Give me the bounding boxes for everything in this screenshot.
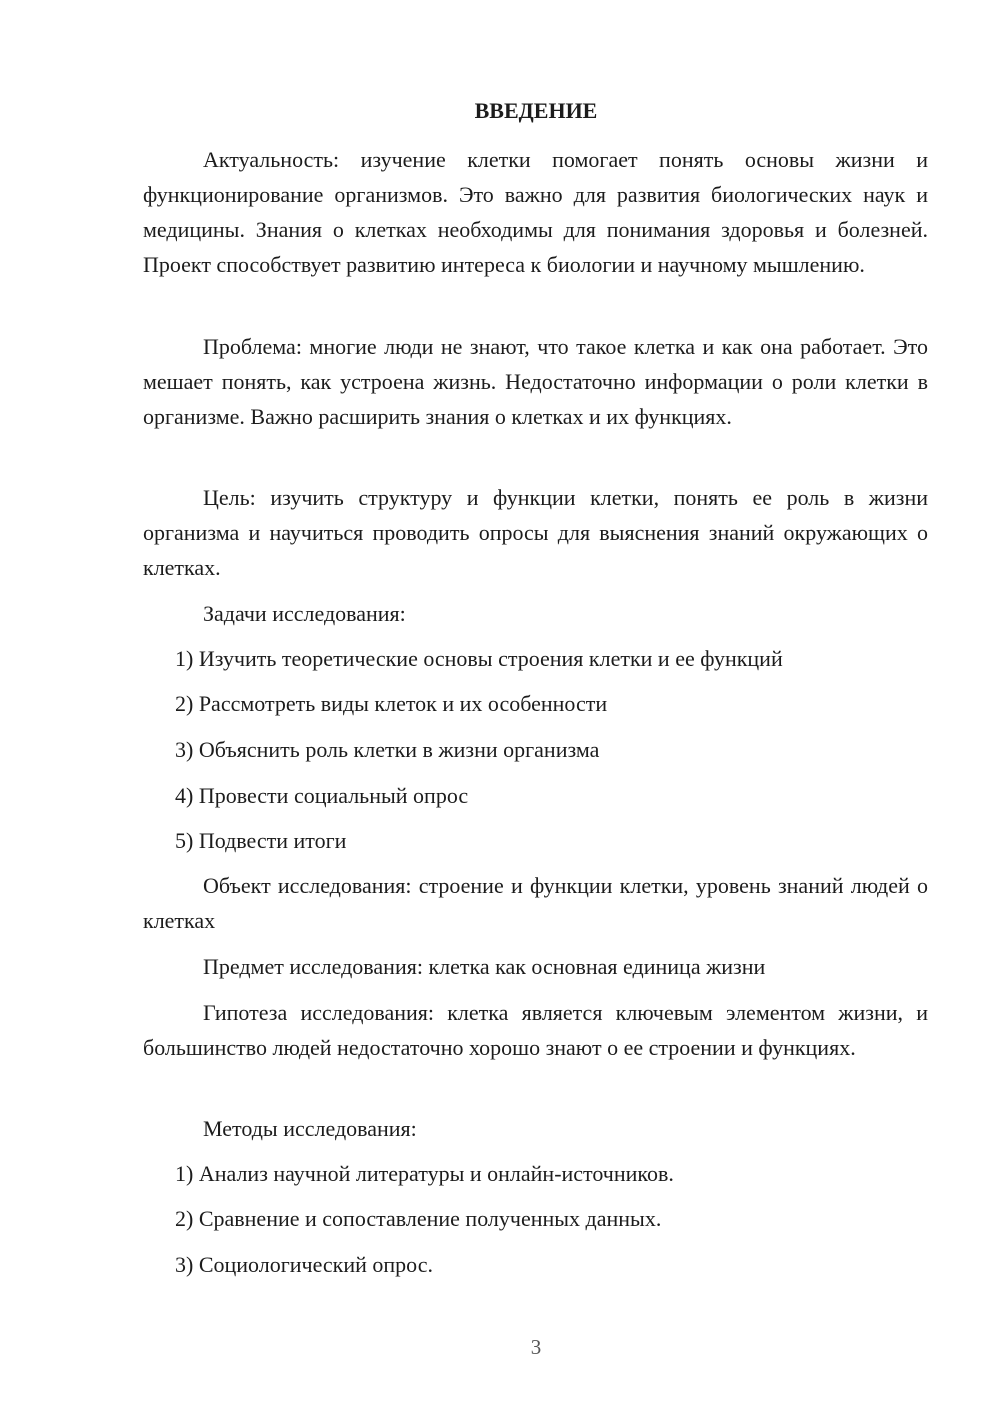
task-item: 5) Подвести итоги: [175, 828, 347, 853]
page-number: 3: [530, 1335, 542, 1359]
tasks-heading: Задачи исследования:: [203, 601, 406, 626]
goal-paragraph: Цель: изучить структуру и функции клетки, понять ее роль в жизни организма и научиться проводить опросы для выяснения знаний окружающих о клетках.: [143, 485, 928, 580]
task-item: 2) Рассмотреть виды клеток и их особенности: [175, 691, 608, 716]
method-item: 2) Сравнение и сопоставление полученных данных.: [175, 1206, 662, 1231]
problem-paragraph: Проблема: многие люди не знают, что такое клетка и как она работает. Это мешает понять, как устроена жизнь. Недостаточно информации о роли клетки в организме. Важно расширить знания о клетках и их функциях.: [143, 334, 928, 429]
task-item: 3) Объяснить роль клетки в жизни организма: [175, 737, 600, 762]
page-title: ВВЕДЕНИЕ: [474, 98, 598, 123]
subject-paragraph: Предмет исследования: клетка как основная единица жизни: [203, 954, 766, 979]
methods-heading: Методы исследования:: [203, 1116, 417, 1141]
relevance-paragraph: Актуальность: изучение клетки помогает понять основы жизни и функционирование организмов. Это важно для развития биологических наук и медицины. Знания о клетках необходимы для понимания здоровья и болезней. Проект способствует развитию интереса к биологии и научному мышлению.: [143, 147, 928, 277]
method-item: 1) Анализ научной литературы и онлайн-источников.: [175, 1161, 674, 1186]
task-item: 4) Провести социальный опрос: [175, 783, 469, 808]
hypothesis-paragraph: Гипотеза исследования: клетка является ключевым элементом жизни, и большинство людей недостаточно хорошо знают о ее строении и функциях.: [143, 1000, 928, 1060]
task-item: 1) Изучить теоретические основы строения клетки и ее функций: [175, 646, 783, 671]
object-paragraph: Объект исследования: строение и функции клетки, уровень знаний людей о клетках: [143, 873, 928, 933]
method-item: 3) Социологический опрос.: [175, 1252, 433, 1277]
